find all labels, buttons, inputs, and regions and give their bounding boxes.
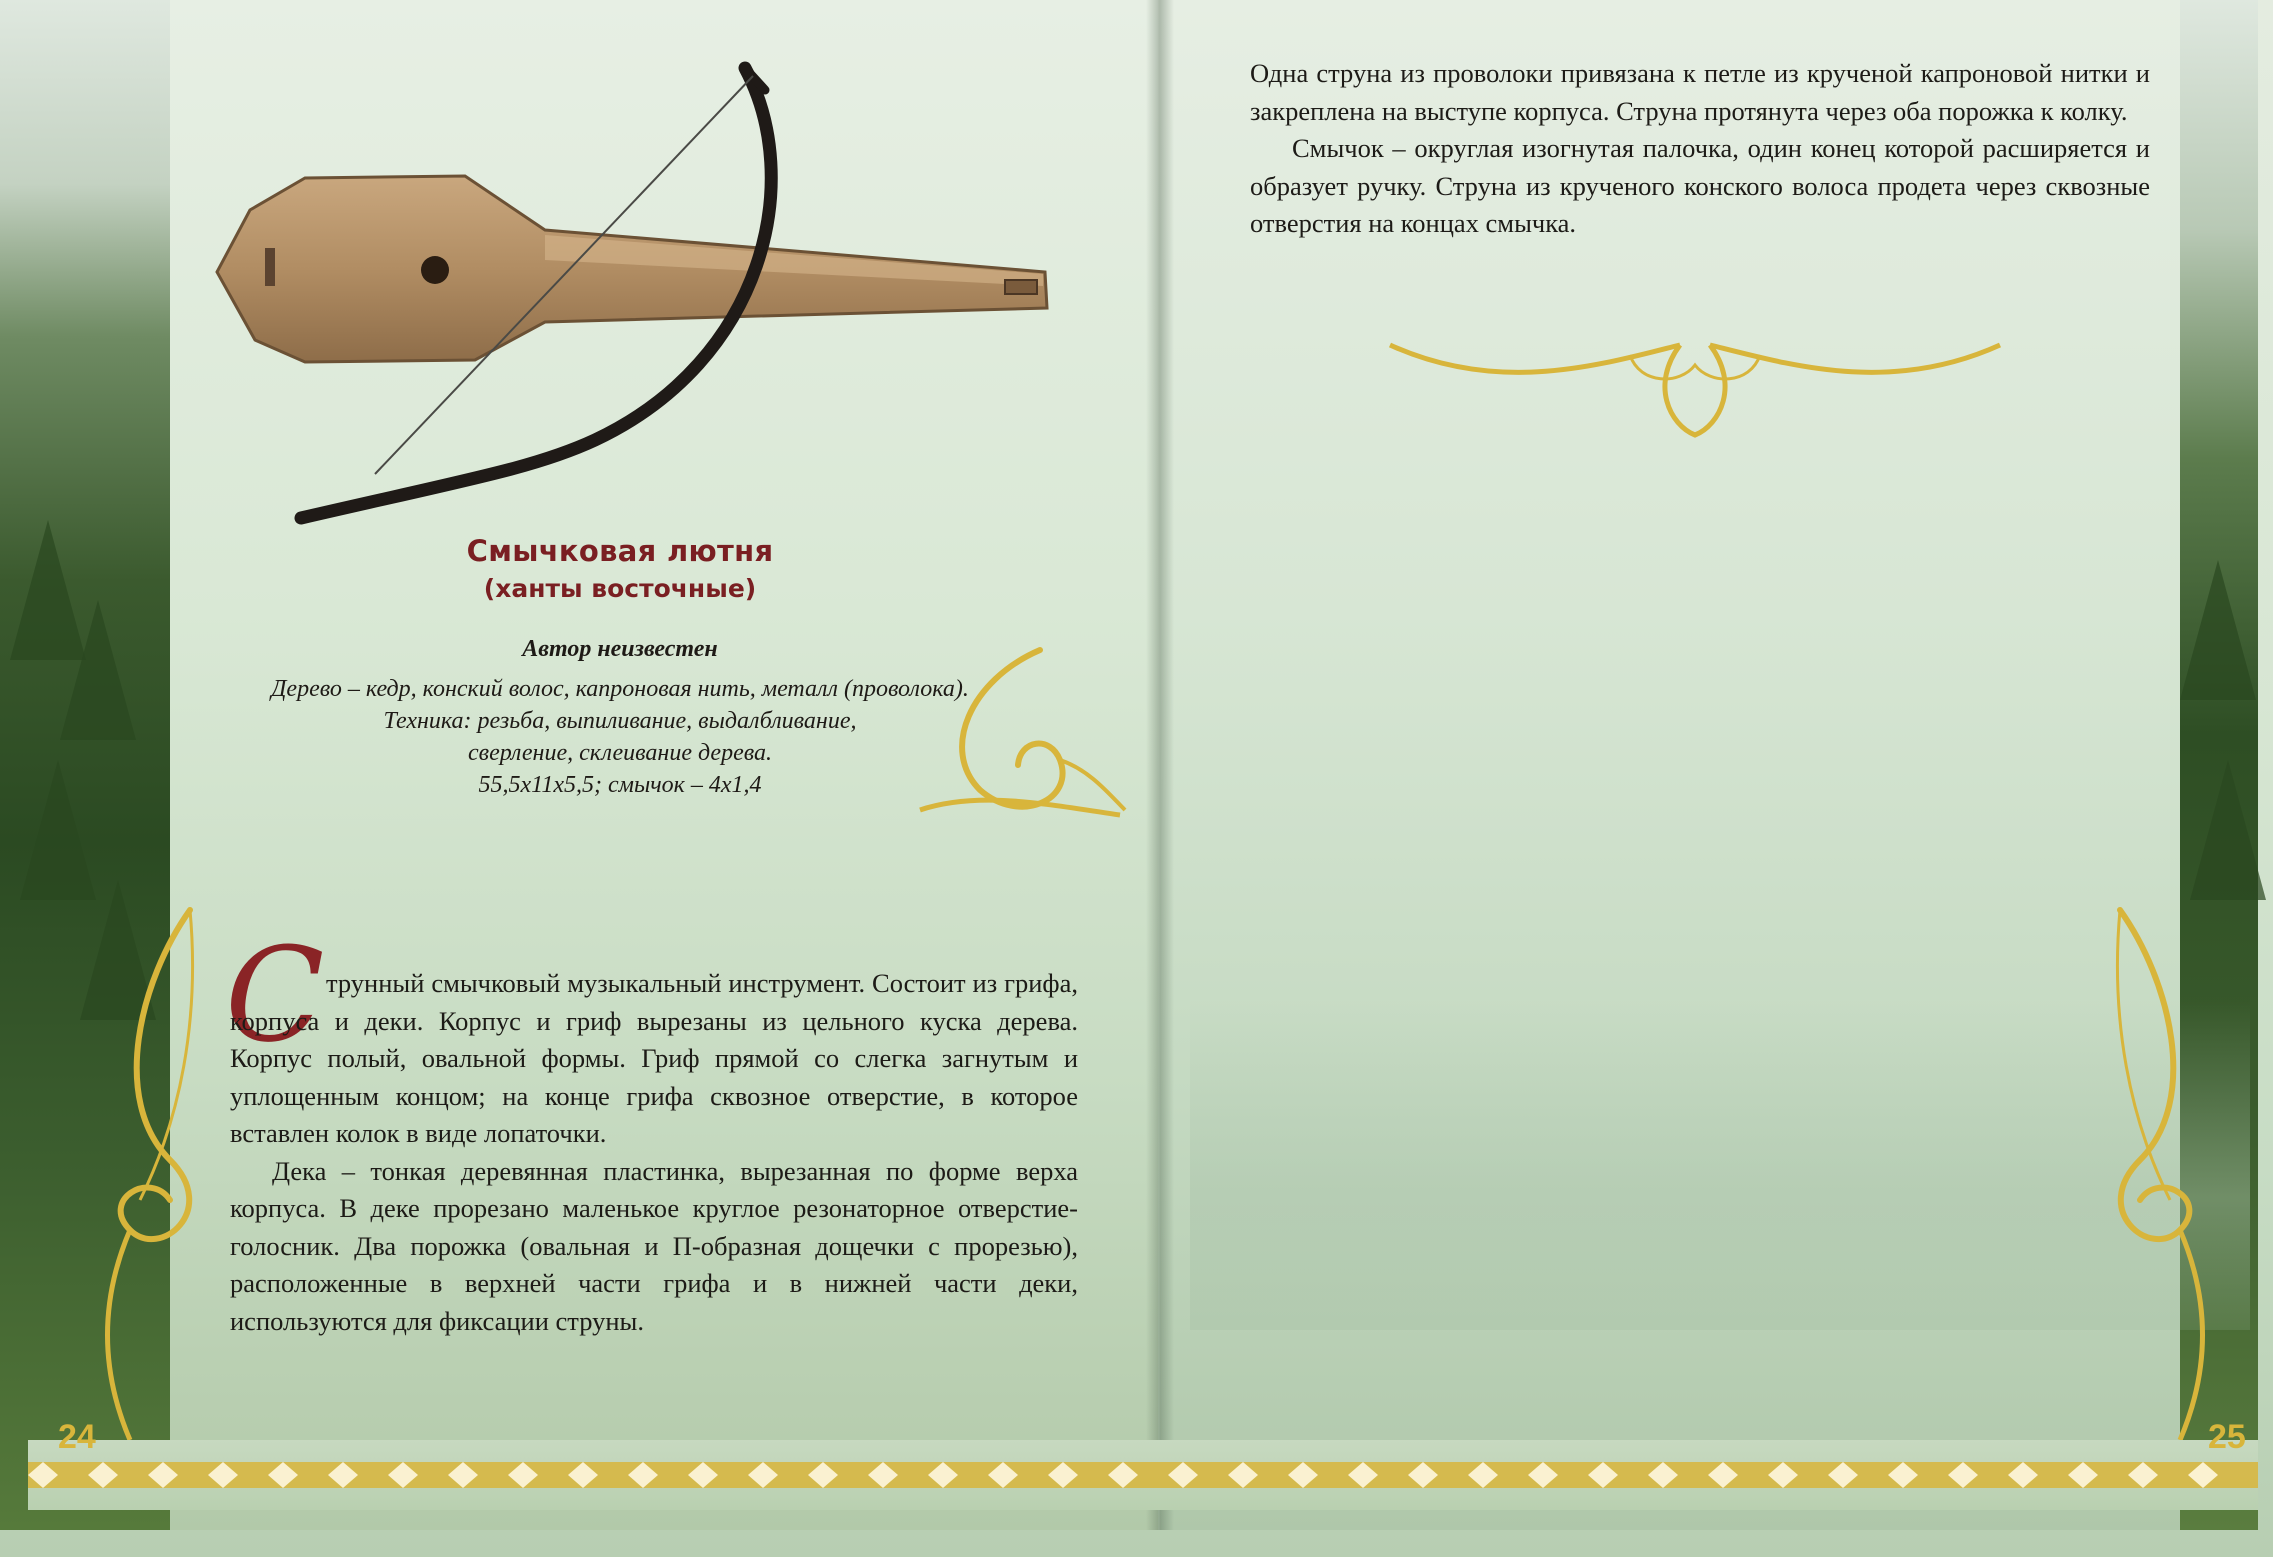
right-page-divider-ornament	[1380, 325, 2010, 445]
page-number-left: 24	[58, 1418, 96, 1456]
right-page-body	[1250, 55, 2150, 243]
right-margin-ornament	[2090, 900, 2240, 1460]
page-number-right: 25	[2208, 1418, 2246, 1456]
caption-subtitle: (ханты восточные)	[483, 574, 757, 603]
caption-technique: Техника: резьба, выпиливание, выдалбливание,	[383, 708, 857, 734]
left-paragraph-2: Дека – тонкая деревянная пластинка, вырезанная по форме верха корпуса. В деке прорезано маленькое круглое резонаторное отверстие-голосник. Два порожка (овальная и П-образная дощечки с прорезью), расположенные в верхней части грифа и в нижней части деки, используются для фиксации струны.	[230, 1155, 1078, 1336]
left-paragraph-1: трунный смычковый музыкальный инструмент. Состоит из грифа, корпуса и деки. Корпус и гриф вырезаны из цельного куска дерева. Корпус полый, овальной формы. Гриф прямой со слегка загнутым и уплощенным концом; на конце грифа сквозное отверстие, в которое вставлен колок в виде лопаточки.	[230, 968, 1078, 1148]
caption-title: Смычковая лютня	[466, 534, 774, 568]
right-paragraph-2: Смычок – округлая изогнутая палочка, один конец которой расширяется и образует ручку. Струна из крученого конского волоса продета через сквозные отверстия на концах смычка.	[1250, 133, 2150, 238]
dropcap-letter: С	[225, 919, 325, 1071]
caption-materials: Дерево – кедр, конский волос, капроновая нить, металл (проволока).	[271, 676, 969, 702]
caption-technique-continued: сверление, склеивание дерева.	[468, 740, 772, 766]
border-pattern	[28, 1440, 2258, 1510]
right-paragraph-1: Одна струна из проволоки привязана к петле из крученой капроновой нитки и закреплена на выступе корпуса. Струна протянута через оба порожка к колку.	[1250, 58, 2150, 126]
left-margin-ornament	[70, 900, 210, 1460]
caption-swirl-ornament	[900, 640, 1140, 840]
caption-dimensions: 55,5x11x5,5; смычок – 4x1,4	[478, 772, 762, 798]
left-page-body	[230, 965, 1078, 1340]
book-gutter	[1146, 0, 1174, 1530]
bottom-ornamental-border	[28, 1440, 2258, 1510]
bowed-lute-illustration	[205, 60, 1085, 540]
caption-author: Автор неизвестен	[522, 636, 718, 662]
sound-hole	[421, 256, 449, 284]
